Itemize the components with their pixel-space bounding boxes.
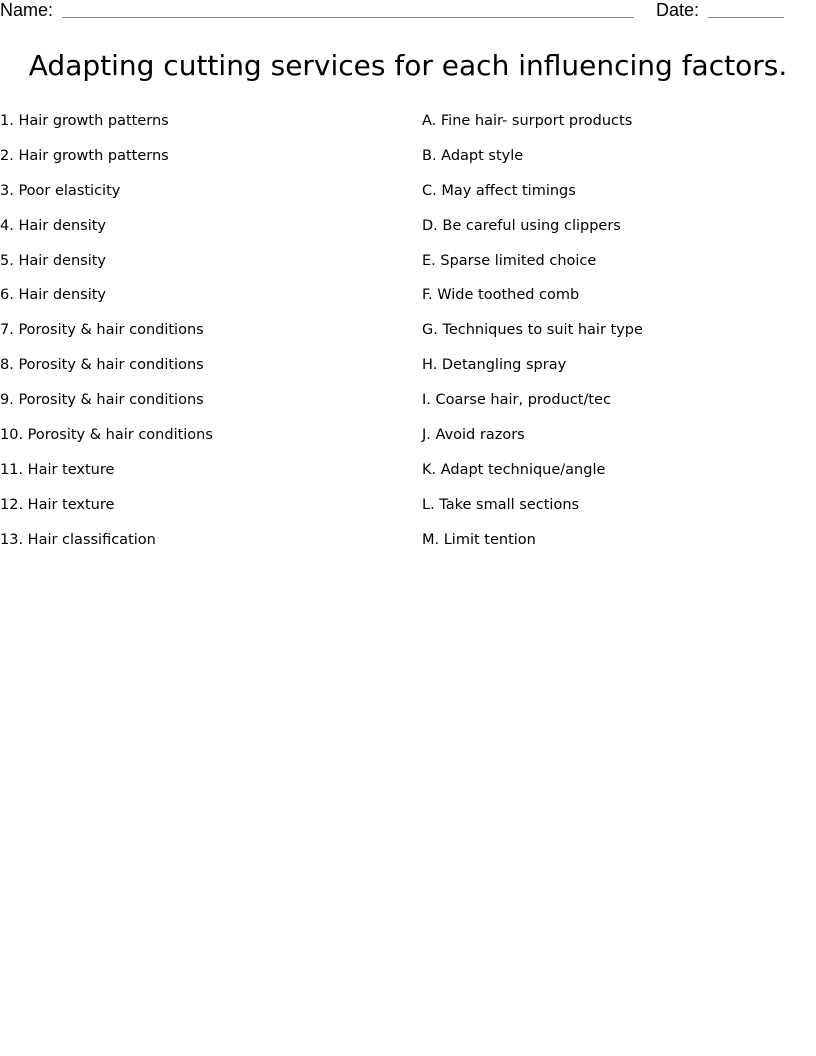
term-item: 8. Porosity & hair conditions	[0, 357, 204, 374]
term-item: 3. Poor elasticity	[0, 182, 121, 199]
worksheet-header	[0, 0, 816, 22]
term-item: 6. Hair density	[0, 287, 106, 304]
term-item: 9. Porosity & hair conditions	[0, 392, 204, 409]
term-item: 10. Porosity & hair conditions	[0, 427, 213, 444]
term-item: 11. Hair texture	[0, 461, 115, 478]
definition-item: E. Sparse limited choice	[422, 252, 597, 269]
term-item: 1. Hair growth patterns	[0, 113, 169, 129]
definitions-list	[422, 104, 812, 558]
definition-item: D. Be careful using clippers	[422, 217, 621, 234]
terms-list	[0, 104, 400, 558]
term-item: 4. Hair density	[0, 217, 106, 234]
definition-item: L. Take small sections	[422, 496, 580, 513]
definition-item: C. May affect timings	[422, 182, 576, 199]
term-item: 13. Hair classification	[0, 531, 156, 548]
term-item: 7. Porosity & hair conditions	[0, 322, 204, 339]
definition-item: H. Detangling spray	[422, 357, 567, 374]
definition-item: F. Wide toothed comb	[422, 287, 580, 304]
definition-item: M. Limit tention	[422, 531, 536, 548]
name-label: Name:	[0, 0, 54, 20]
definition-item: I. Coarse hair, product/tec	[422, 392, 611, 409]
date-label: Date:	[656, 0, 700, 20]
term-item: 5. Hair density	[0, 252, 106, 269]
term-item: 2. Hair growth patterns	[0, 147, 169, 164]
definition-item: G. Techniques to suit hair type	[422, 322, 643, 339]
definition-item: A. Fine hair- surport products	[422, 113, 633, 129]
name-blank-line[interactable]	[62, 17, 634, 18]
definition-item: J. Avoid razors	[422, 427, 525, 444]
definition-item: K. Adapt technique/angle	[422, 461, 606, 478]
definition-item: B. Adapt style	[422, 147, 524, 164]
page-title: Adapting cutting services for each influencing factors.	[28, 49, 788, 82]
term-item: 12. Hair texture	[0, 496, 115, 513]
date-blank-line[interactable]	[708, 17, 784, 18]
